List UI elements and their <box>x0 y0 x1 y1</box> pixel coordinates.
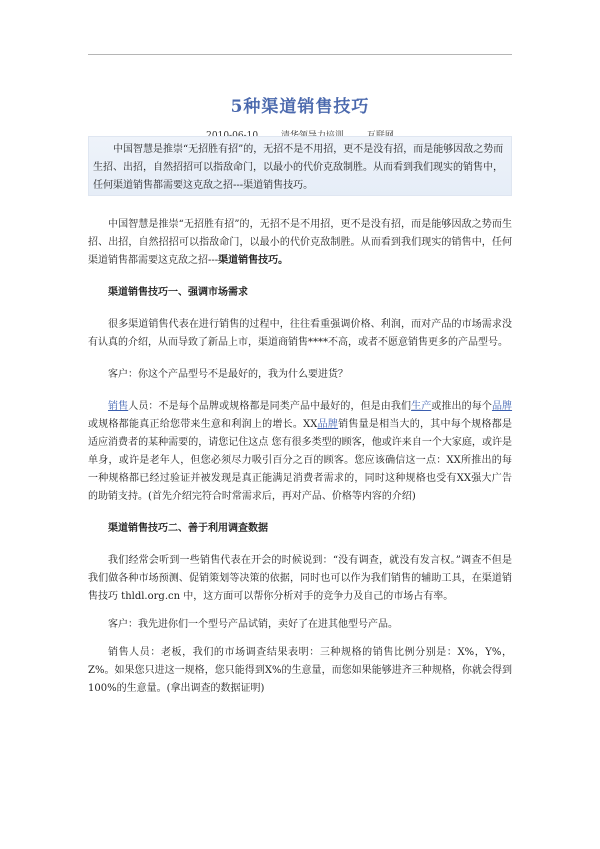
text-segment: 人员：不是每个品牌或规格都是同类产品中最好的，但是由我们 <box>128 401 412 412</box>
link-production[interactable]: 生产 <box>411 401 432 412</box>
article-summary-box <box>88 136 512 196</box>
article-summary: 中国智慧是推崇“无招胜有招”的，无招不是不用招，更不是没有招，而是能够因敌之势而生招、出招，自然招招可以指敌命门，以最小的代价克敌制胜。从而看到我们现实的销售中，任何渠道销售都需要这克敌之招---渠道销售技巧。 <box>93 144 504 191</box>
section-heading-1: 渠道销售技巧一、强调市场需求 <box>108 287 248 298</box>
section1-paragraph-2: 客户：你这个产品型号不是最好的，我为什么要进货？ <box>108 369 348 380</box>
section1-paragraph-1: 很多渠道销售代表在进行销售的过程中，往往看重强调价格、利润，而对产品的市场需求没有认真的介绍，从而导致了新品上市，渠道商销售****不高，或者不愿意销售更多的产品型号。 <box>88 319 512 348</box>
intro-bold: 渠道销售技巧。 <box>218 255 289 266</box>
article-body <box>88 216 512 698</box>
text-segment: 或规格都能真正给您带来生意和利润上的增长。XX <box>88 419 318 430</box>
section1-paragraph-3 <box>88 398 512 506</box>
link-sales[interactable]: 销售 <box>108 401 129 412</box>
section2-paragraph-2: 客户：我先进你们一个型号产品试销，卖好了在进其他型号产品。 <box>108 619 398 630</box>
text-segment: 或推出的每个 <box>431 401 492 412</box>
top-divider <box>88 54 512 55</box>
article-title: 5种渠道销售技巧 <box>230 97 370 117</box>
section2-paragraph-1: 我们经常会听到一些销售代表在开会的时候说到：“没有调查，就没有发言权。”调查不但是我们做各种市场预测、促销策划等决策的依据，同时也可以作为我们销售的辅助工具，在渠道销售技巧 thldl.org.cn 中，这方面可以帮你分析对手的竞争力及自己的市场占有率。 <box>88 555 512 602</box>
intro-text: 中国智慧是推崇“无招胜有招”的，无招不是不用招，更不是没有招，而是能够因敌之势而生招、出招，自然招招可以指敌命门，以最小的代价克敌制胜。从而看到我们现实的销售中，任何渠道销售都需要这克敌之招--- <box>88 219 512 266</box>
link-brand-2[interactable]: 品牌 <box>317 419 339 430</box>
link-brand[interactable]: 品牌 <box>491 401 513 412</box>
section2-paragraph-3: 销售人员：老板，我们的市场调查结果表明：三种规格的销售比例分别是：X%，Y%，Z%。如果您只进这一规格，您只能得到X%的生意量，而您如果能够进齐三种规格，你就会得到100%的生意量。(拿出调查的数据证明) <box>88 647 512 694</box>
section-heading-2: 渠道销售技巧二、善于利用调查数据 <box>108 523 268 534</box>
intro-paragraph <box>88 216 512 270</box>
text-segment: 销售量是相当大的，其中每个规格都是适应消费者的某种需要的，请您记住这点 您有很多类型的顾客，他或许来自一个大家庭，或许是单身，或许是老年人，但您必须尽力吸引百分之百的顾客。您应该确信这一点：XX所推出的每一种规格都已经过验证并被发现是真正能满足消费者需求的，同时这种规格也受有XX强大广告的助销支持。(首先介绍完符合时常需求后，再对产品、价格等内容的介绍) <box>88 419 512 502</box>
